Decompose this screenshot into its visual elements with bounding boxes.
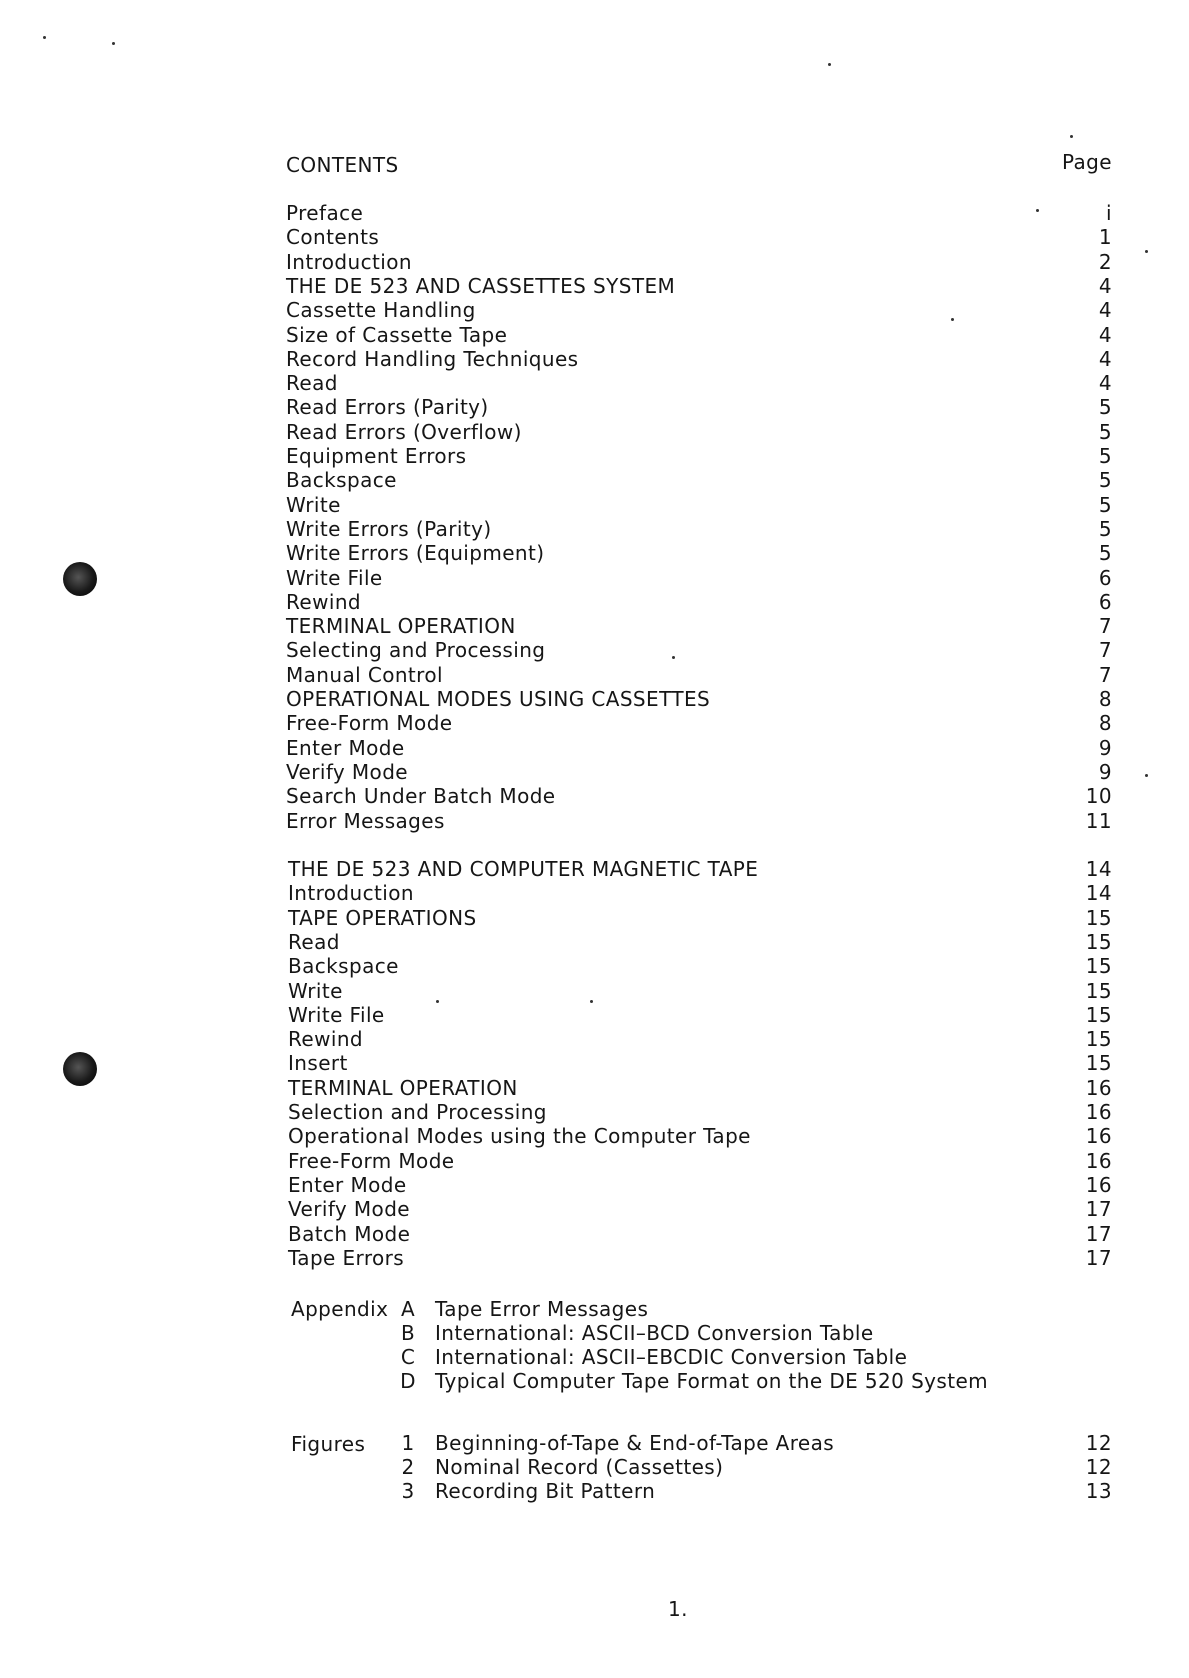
figure-item bbox=[0, 1431, 1189, 1455]
appendix-key: A bbox=[400, 1297, 416, 1321]
toc-entry-page-number: 5 bbox=[1098, 516, 1112, 541]
toc-entry bbox=[0, 687, 1189, 711]
toc-entry-page-number: 17 bbox=[1085, 1197, 1112, 1222]
appendix-item bbox=[0, 1297, 1189, 1321]
toc-entry-page-number: 15 bbox=[1085, 978, 1112, 1003]
toc-entry bbox=[0, 395, 1189, 419]
toc-entry bbox=[0, 1173, 1189, 1197]
toc-entry-title: Read Errors (Parity) bbox=[286, 395, 489, 420]
toc-entry-title: Verify Mode bbox=[286, 759, 408, 784]
toc-entry-title: Equipment Errors bbox=[286, 444, 467, 468]
toc-entry bbox=[0, 225, 1189, 249]
toc-entry-page-number: 1 bbox=[1098, 225, 1112, 250]
toc-entry-title: Operational Modes using the Computer Tape bbox=[288, 1124, 751, 1149]
appendix-item bbox=[0, 1321, 1189, 1345]
toc-entry-title: Contents bbox=[286, 225, 380, 250]
toc-entry bbox=[0, 1149, 1189, 1173]
toc-entry-page-number: 11 bbox=[1085, 808, 1112, 833]
toc-entry-page-number: 2 bbox=[1098, 249, 1112, 274]
toc-entry bbox=[0, 1222, 1189, 1246]
toc-entry-page-number: 15 bbox=[1085, 929, 1112, 954]
toc-entry bbox=[0, 954, 1189, 978]
toc-entry-title: Size of Cassette Tape bbox=[286, 322, 508, 347]
figure-page-number: 12 bbox=[1085, 1431, 1112, 1455]
toc-entry-page-number: 8 bbox=[1098, 711, 1112, 736]
appendix-item bbox=[0, 1345, 1189, 1369]
figure-item bbox=[0, 1455, 1189, 1479]
toc-entry-page-number: 10 bbox=[1085, 784, 1112, 809]
toc-entry bbox=[0, 1003, 1189, 1027]
toc-entry-title: THE DE 523 AND COMPUTER MAGNETIC TAPE bbox=[288, 857, 759, 881]
toc-entry bbox=[0, 274, 1189, 298]
toc-entry-page-number: 7 bbox=[1098, 638, 1112, 663]
toc-entry-title: Read bbox=[286, 371, 338, 396]
toc-entry-page-number: 4 bbox=[1098, 273, 1112, 298]
toc-entry-page-number: 14 bbox=[1085, 881, 1112, 906]
appendix-key: B bbox=[400, 1321, 416, 1345]
toc-entry bbox=[0, 323, 1189, 347]
toc-entry bbox=[0, 1197, 1189, 1221]
toc-entry bbox=[0, 784, 1189, 808]
toc-entry bbox=[0, 1076, 1189, 1100]
contents-heading: CONTENTS bbox=[286, 153, 399, 177]
figure-item bbox=[0, 1479, 1189, 1503]
toc-entry bbox=[0, 347, 1189, 371]
toc-entry-page-number: 6 bbox=[1098, 589, 1112, 614]
appendix-text: International: ASCII–BCD Conversion Table bbox=[435, 1321, 874, 1345]
toc-entry bbox=[0, 1124, 1189, 1148]
toc-entry-title: Tape Errors bbox=[288, 1245, 405, 1270]
toc-entry-page-number: 4 bbox=[1098, 371, 1112, 396]
toc-entry bbox=[0, 250, 1189, 274]
toc-entry-title: Batch Mode bbox=[288, 1221, 411, 1246]
toc-entry-title: Write File bbox=[288, 1002, 385, 1027]
toc-entry bbox=[0, 201, 1189, 225]
appendix-text: Tape Error Messages bbox=[435, 1297, 649, 1321]
toc-entry-title: Read bbox=[288, 929, 340, 954]
toc-entry-title: Search Under Batch Mode bbox=[286, 784, 556, 809]
figure-number: 1 bbox=[401, 1431, 415, 1455]
toc-entry-title: TERMINAL OPERATION bbox=[286, 614, 516, 639]
toc-entry bbox=[0, 809, 1189, 833]
toc-entry-page-number: i bbox=[1106, 201, 1112, 225]
toc-entry bbox=[0, 420, 1189, 444]
toc-entry-title: OPERATIONAL MODES USING CASSETTES bbox=[286, 687, 711, 711]
toc-entry-page-number: 16 bbox=[1085, 1075, 1112, 1100]
toc-entry bbox=[0, 493, 1189, 517]
toc-entry-title: Cassette Handling bbox=[286, 298, 476, 323]
appendix-key: D bbox=[400, 1369, 416, 1393]
figure-title: Nominal Record (Cassettes) bbox=[435, 1455, 724, 1479]
toc-entry-page-number: 17 bbox=[1085, 1245, 1112, 1270]
toc-entry-title: Write File bbox=[286, 565, 383, 590]
toc-entry bbox=[0, 371, 1189, 395]
toc-entry-page-number: 5 bbox=[1098, 444, 1112, 468]
toc-entry-page-number: 5 bbox=[1098, 419, 1112, 444]
toc-entry-title: Write bbox=[286, 492, 341, 517]
toc-entry-page-number: 5 bbox=[1098, 468, 1112, 493]
toc-entry bbox=[0, 736, 1189, 760]
toc-entry-title: Preface bbox=[286, 201, 364, 225]
toc-entry-title: Write bbox=[288, 978, 343, 1003]
toc-entry-title: Write Errors (Parity) bbox=[286, 516, 492, 541]
toc-entry bbox=[0, 711, 1189, 735]
toc-entry-page-number: 7 bbox=[1098, 614, 1112, 639]
toc-entry-page-number: 16 bbox=[1085, 1124, 1112, 1149]
toc-entry-page-number: 15 bbox=[1085, 905, 1112, 930]
toc-entry-title: Free-Form Mode bbox=[288, 1148, 455, 1173]
toc-entry-page-number: 6 bbox=[1098, 565, 1112, 590]
toc-entry bbox=[0, 590, 1189, 614]
figure-title: Recording Bit Pattern bbox=[435, 1479, 656, 1503]
toc-entry-title: Insert bbox=[288, 1051, 348, 1076]
toc-entry bbox=[0, 638, 1189, 662]
figure-page-number: 13 bbox=[1085, 1479, 1112, 1503]
toc-entry-page-number: 15 bbox=[1085, 954, 1112, 979]
toc-entry bbox=[0, 468, 1189, 492]
toc-entry-title: Record Handling Techniques bbox=[286, 346, 579, 371]
toc-entry bbox=[0, 566, 1189, 590]
toc-entry-title: Introduction bbox=[286, 249, 412, 274]
toc-entry bbox=[0, 1051, 1189, 1075]
toc-entry-page-number: 5 bbox=[1098, 395, 1112, 420]
toc-entry bbox=[0, 930, 1189, 954]
toc-entry-title: Write Errors (Equipment) bbox=[286, 541, 545, 566]
toc-entry-page-number: 5 bbox=[1098, 541, 1112, 566]
toc-entry-page-number: 17 bbox=[1085, 1221, 1112, 1246]
toc-entry-title: Selection and Processing bbox=[288, 1100, 547, 1124]
toc-entry bbox=[0, 298, 1189, 322]
toc-entry-title: Selecting and Processing bbox=[286, 638, 546, 663]
toc-entry-page-number: 15 bbox=[1085, 1002, 1112, 1027]
toc-entry-title: Backspace bbox=[288, 954, 399, 979]
toc-entry-page-number: 16 bbox=[1085, 1172, 1112, 1197]
toc-entry bbox=[0, 663, 1189, 687]
toc-entry bbox=[0, 517, 1189, 541]
toc-entry bbox=[0, 906, 1189, 930]
appendix-label: Appendix bbox=[291, 1297, 389, 1321]
toc-entry-page-number: 9 bbox=[1098, 759, 1112, 784]
toc-entry-title: Enter Mode bbox=[288, 1172, 407, 1197]
toc-entry-title: Read Errors (Overflow) bbox=[286, 419, 522, 444]
toc-entry-title: THE DE 523 AND CASSETTES SYSTEM bbox=[286, 273, 676, 298]
toc-entry-page-number: 7 bbox=[1098, 662, 1112, 687]
figure-number: 3 bbox=[401, 1479, 415, 1503]
toc-entry-page-number: 4 bbox=[1098, 346, 1112, 371]
appendix-key: C bbox=[400, 1345, 416, 1369]
toc-entry-title: Enter Mode bbox=[286, 735, 405, 760]
footer-page-number: 1. bbox=[668, 1597, 688, 1621]
toc-entry-page-number: 16 bbox=[1085, 1100, 1112, 1124]
toc-entry bbox=[0, 614, 1189, 638]
figure-number: 2 bbox=[401, 1455, 415, 1479]
toc-entry-title: Verify Mode bbox=[288, 1197, 410, 1222]
appendix-text: Typical Computer Tape Format on the DE 520 System bbox=[435, 1369, 989, 1393]
figure-title: Beginning-of-Tape & End-of-Tape Areas bbox=[435, 1431, 835, 1455]
toc-entry bbox=[0, 444, 1189, 468]
toc-entry-page-number: 5 bbox=[1098, 492, 1112, 517]
toc-entry-page-number: 4 bbox=[1098, 322, 1112, 347]
toc-entry bbox=[0, 1100, 1189, 1124]
toc-entry-title: Error Messages bbox=[286, 808, 445, 833]
figure-page-number: 12 bbox=[1085, 1455, 1112, 1479]
page-column-heading: Page bbox=[1061, 150, 1112, 174]
toc-entry-page-number: 15 bbox=[1085, 1051, 1112, 1076]
toc-entry-title: Backspace bbox=[286, 468, 397, 493]
toc-entry-title: TAPE OPERATIONS bbox=[288, 905, 477, 930]
toc-entry bbox=[0, 881, 1189, 905]
toc-entry bbox=[0, 1027, 1189, 1051]
toc-entry-page-number: 4 bbox=[1098, 298, 1112, 323]
toc-entry-page-number: 9 bbox=[1098, 735, 1112, 760]
toc-entry-title: Rewind bbox=[286, 589, 361, 614]
toc-entry-page-number: 16 bbox=[1085, 1148, 1112, 1173]
toc-entry-title: Manual Control bbox=[286, 662, 443, 687]
toc-entry-title: Introduction bbox=[288, 881, 414, 906]
toc-entry-page-number: 8 bbox=[1098, 687, 1112, 711]
figures-label: Figures bbox=[291, 1432, 366, 1456]
toc-entry bbox=[0, 979, 1189, 1003]
toc-entry-title: TERMINAL OPERATION bbox=[288, 1075, 518, 1100]
toc-entry-page-number: 14 bbox=[1085, 857, 1112, 881]
toc-entry-title: Rewind bbox=[288, 1027, 363, 1052]
toc-entry bbox=[0, 760, 1189, 784]
toc-entry bbox=[0, 1246, 1189, 1270]
toc-entry-title: Free-Form Mode bbox=[286, 711, 453, 736]
toc-entry bbox=[0, 857, 1189, 881]
appendix-item bbox=[0, 1369, 1189, 1393]
toc-entry bbox=[0, 541, 1189, 565]
appendix-text: International: ASCII–EBCDIC Conversion Table bbox=[435, 1345, 908, 1369]
toc-entry-page-number: 15 bbox=[1085, 1027, 1112, 1052]
